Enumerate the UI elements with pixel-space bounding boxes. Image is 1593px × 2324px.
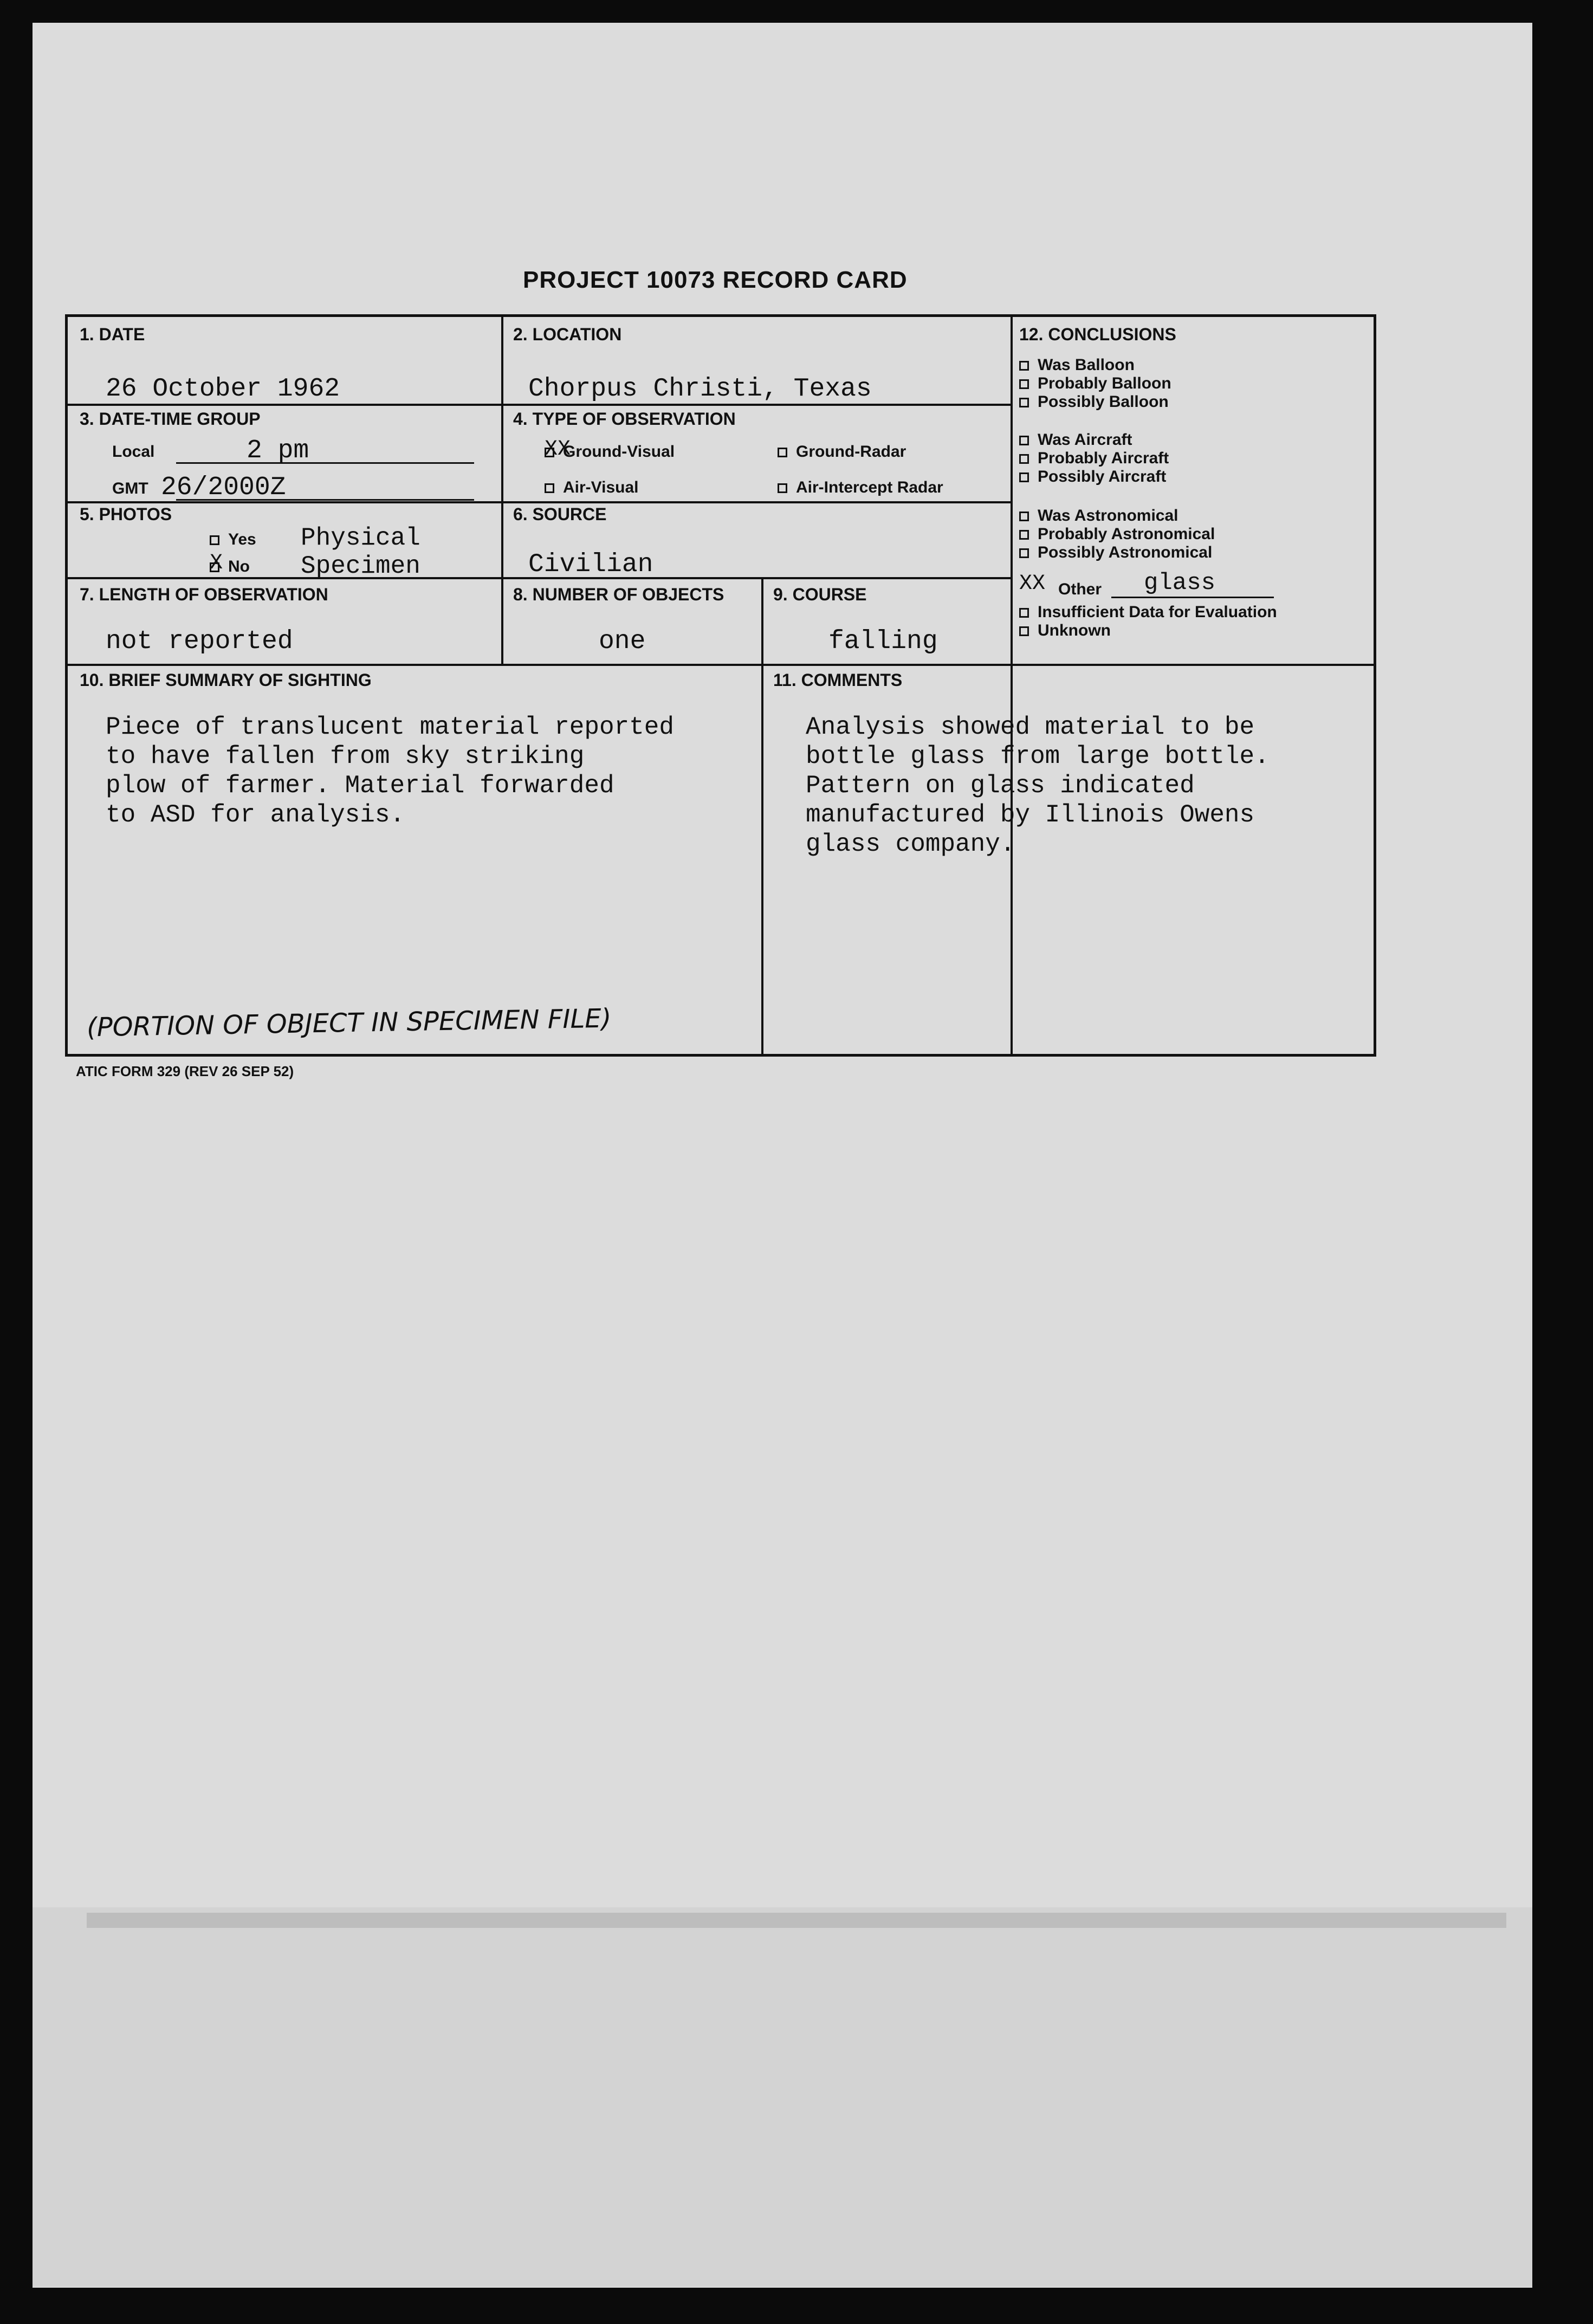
conclusion-text: Probably Astronomical [1038,525,1215,543]
photos-note-2: Specimen [301,552,420,580]
source-label: 6. SOURCE [513,504,607,524]
record-card [65,314,1376,1057]
objects-value: one [599,627,646,656]
summary-line: Piece of translucent material reported [106,713,674,741]
checkbox-icon [1019,436,1029,445]
divider-row7 [501,577,503,664]
card-title: PROJECT 10073 RECORD CARD [523,267,908,293]
comments-line: Pattern on glass indicated [806,772,1195,800]
checkbox-icon [1019,454,1029,464]
photos-no-text: No [228,558,250,575]
checkbox-icon [1019,512,1029,521]
summary-line: to have fallen from sky striking [106,742,585,771]
photos-yes [210,530,256,549]
checkbox-icon [210,535,219,545]
conclusion-text: Was Aircraft [1038,431,1132,449]
divider-row2 [68,404,1011,406]
conclusion-other-underline [1111,597,1274,598]
conclusions-label: 12. CONCLUSIONS [1019,325,1176,344]
checkbox-icon [1019,361,1029,371]
comments-label: 11. COMMENTS [773,670,903,690]
dtg-gmt-label: GMT [112,480,148,497]
conclusion-text: Was Balloon [1038,356,1135,374]
checkbox-icon [778,448,787,457]
obs-air-visual [545,478,639,497]
comments-line: manufactured by Illinois Owens [806,801,1255,829]
conclusion-probably-aircraft [1019,449,1169,468]
paper-fold-edge [87,1913,1506,1928]
dtg-local-label: Local [112,443,155,461]
location-value: Chorpus Christi, Texas [528,374,872,404]
checkbox-icon [1019,530,1029,540]
course-label: 9. COURSE [773,585,867,604]
obs-ground-radar [778,443,906,461]
conclusion-possibly-astronomical [1019,543,1212,562]
conclusion-text: Probably Aircraft [1038,449,1169,467]
divider-col-mid [761,577,763,1054]
date-value: 26 October 1962 [106,374,340,404]
length-label: 7. LENGTH OF OBSERVATION [80,585,328,604]
obs-air-intercept-text: Air-Intercept Radar [796,478,943,496]
conclusion-probably-balloon [1019,374,1171,393]
conclusion-text: Unknown [1038,622,1111,639]
course-value: falling [828,627,938,656]
photos-no-mark: X [210,551,223,575]
checkbox-icon [545,483,554,493]
date-label: 1. DATE [80,325,145,344]
conclusion-other-value: glass [1144,569,1216,597]
dtg-label: 3. DATE-TIME GROUP [80,409,261,429]
obs-ground-visual-text: Ground-Visual [563,443,675,461]
checkbox-icon [1019,472,1029,482]
conclusion-text: Probably Balloon [1038,374,1171,392]
conclusion-probably-astronomical [1019,525,1215,543]
conclusion-unknown [1019,622,1111,640]
summary-line: to ASD for analysis. [106,801,405,829]
comments-line: bottle glass from large bottle. [806,742,1270,771]
dtg-gmt-value: 26/2000Z [161,473,286,502]
conclusion-text: Possibly Aircraft [1038,468,1167,485]
dtg-local-underline [176,462,474,464]
divider-row5 [68,664,1374,666]
obs-air-visual-text: Air-Visual [563,478,639,496]
obs-ground-radar-text: Ground-Radar [796,443,906,461]
conclusion-text: Was Astronomical [1038,507,1178,525]
checkbox-icon [778,483,787,493]
conclusion-text: Possibly Astronomical [1038,543,1213,561]
summary-label: 10. BRIEF SUMMARY OF SIGHTING [80,670,372,690]
checkbox-icon [1019,398,1029,407]
objects-label: 8. NUMBER OF OBJECTS [513,585,724,604]
handwritten-note: (PORTION OF OBJECT IN SPECIMEN FILE) [86,1003,612,1043]
conclusion-text: Possibly Balloon [1038,393,1169,411]
photos-yes-text: Yes [228,530,256,548]
conclusion-was-balloon [1019,356,1135,374]
conclusion-possibly-balloon [1019,393,1169,411]
obs-ground-visual-mark: XX [545,437,571,462]
checkbox-icon [1019,379,1029,389]
summary-text [106,713,674,830]
conclusion-other-mark: XX [1019,572,1046,596]
photos-label: 5. PHOTOS [80,504,172,524]
conclusion-was-aircraft [1019,431,1132,449]
obs-air-intercept [778,478,943,497]
dtg-local-value: 2 pm [247,436,309,465]
checkbox-icon [1019,626,1029,636]
paper-lower-area [33,1907,1532,2287]
obs-type-label: 4. TYPE OF OBSERVATION [513,409,736,429]
photos-note-1: Physical [301,524,420,552]
comments-line: glass company. [806,830,1015,858]
comments-line: Analysis showed material to be [806,713,1255,741]
summary-line: plow of farmer. Material forwarded [106,772,614,800]
length-value: not reported [106,627,293,656]
comments-text [806,713,1270,859]
conclusion-was-astronomical [1019,507,1178,525]
conclusion-possibly-aircraft [1019,468,1166,486]
conclusion-insufficient [1019,603,1277,622]
source-value: Civilian [528,550,653,579]
divider-conclusions [1011,317,1013,1054]
form-id: ATIC FORM 329 (REV 26 SEP 52) [76,1063,294,1079]
checkbox-icon [1019,608,1029,618]
location-label: 2. LOCATION [513,325,622,344]
checkbox-icon [1019,548,1029,558]
conclusion-text: Insufficient Data for Evaluation [1038,603,1277,621]
conclusion-other-label: Other [1058,580,1102,598]
